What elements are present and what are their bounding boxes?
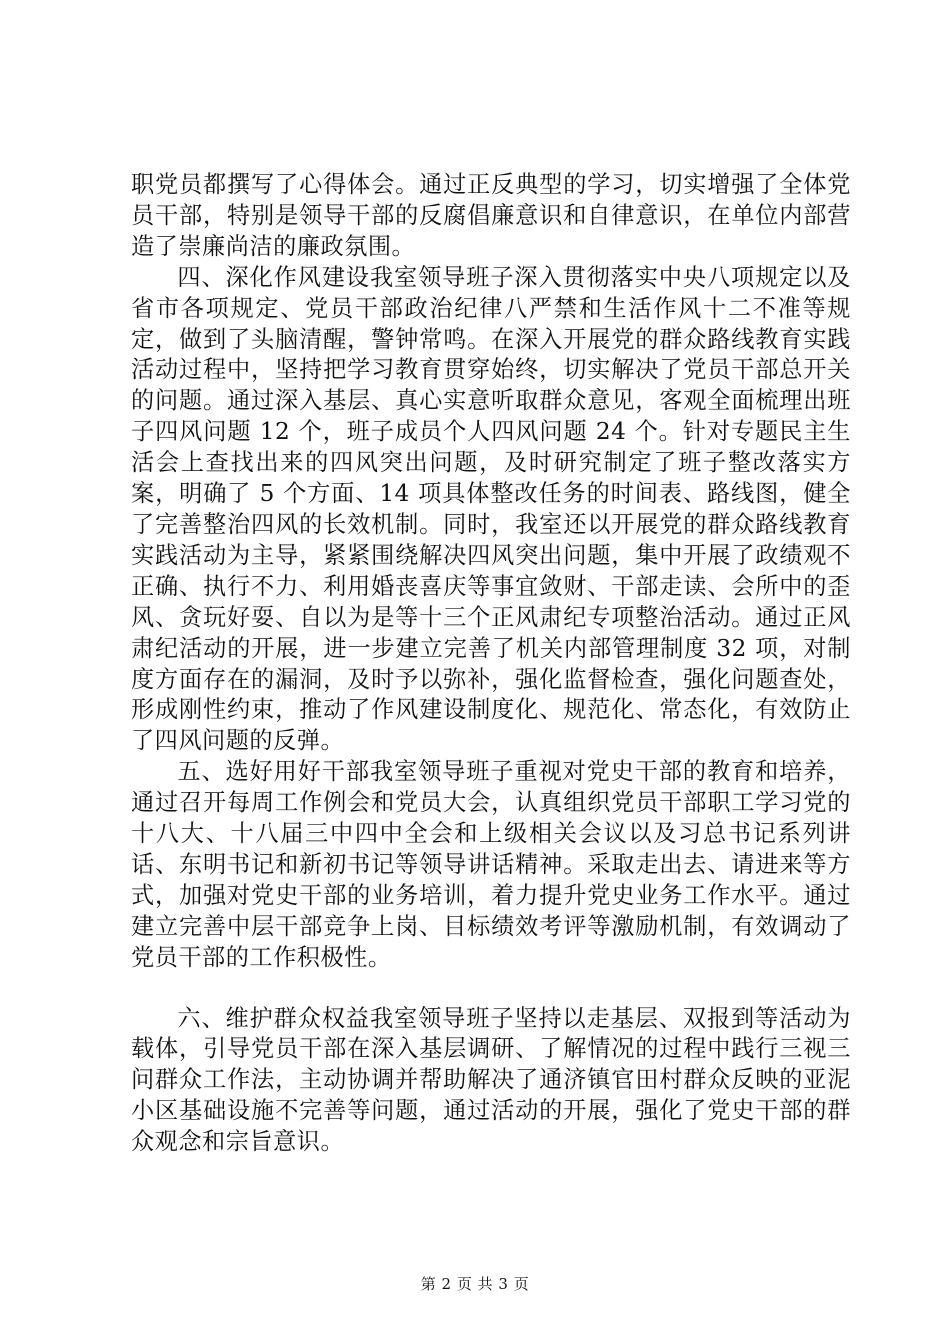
paragraph-continued: 职党员都撰写了心得体会。通过正反典型的学习，切实增强了全体党员干部，特别是领导干部的反腐倡廉意识和自律意识，在单位内部营造了崇廉尚洁的廉政氛围。 [131, 171, 851, 260]
document-body [131, 170, 851, 1158]
page-footer: 第 2 页 共 3 页 [420, 1275, 530, 1293]
paragraph-section-4: 四、深化作风建设我室领导班子深入贯彻落实中央八项规定以及省市各项规定、党员干部政治纪律八严禁和生活作风十二不准等规定，做到了头脑清醒，警钟常鸣。在深入开展党的群众路线教育实践活动过程中，坚持把学习教育贯穿始终，切实解决了党员干部总开关的问题。通过深入基层、真心实意听取群众意见，客观全面梳理出班子四风问题 12 个，班子成员个人四风问题 24 个。针对专题民主生活会上查找出来的四风突出问题，及时研究制定了班子整改落实方案，明确了 5 个方面、14 项具体整改任务的时间表、路线图，健全了完善整治四风的长效机制。同时，我室还以开展党的群众路线教育实践活动为主导，紧紧围绕解决四风突出问题，集中开展了政绩观不正确、执行不力、利用婚丧喜庆等事宜敛财、干部走读、会所中的歪风、贪玩好耍、自以为是等十三个正风肃纪专项整治活动。通过正风肃纪活动的开展，进一步建立完善了机关内部管理制度 32 项，对制度方面存在的漏洞，及时予以弥补，强化监督检查，强化问题查处，形成刚性约束，推动了作风建设制度化、规范化、常态化，有效防止了四风问题的反弹。 [131, 263, 851, 755]
paragraph-section-6: 六、维护群众权益我室领导班子坚持以走基层、双报到等活动为载体，引导党员干部在深入基层调研、了解情况的过程中践行三视三问群众工作法，主动协调并帮助解决了通济镇官田村群众反映的亚泥小区基础设施不完善等问题，通过活动的开展，强化了党史干部的群众观念和宗旨意识。 [131, 1004, 851, 1156]
paragraph-section-5: 五、选好用好干部我室领导班子重视对党史干部的教育和培养，通过召开每周工作例会和党员大会，认真组织党员干部职工学习党的十八大、十八届三中四中全会和上级相关会议以及习总书记系列讲话、东明书记和新初书记等领导讲话精神。采取走出去、请进来等方式，加强对党史干部的业务培训，着力提升党史业务工作水平。通过建立完善中层干部竞争上岗、目标绩效考评等激励机制，有效调动了党员干部的工作积极性。 [131, 758, 851, 971]
